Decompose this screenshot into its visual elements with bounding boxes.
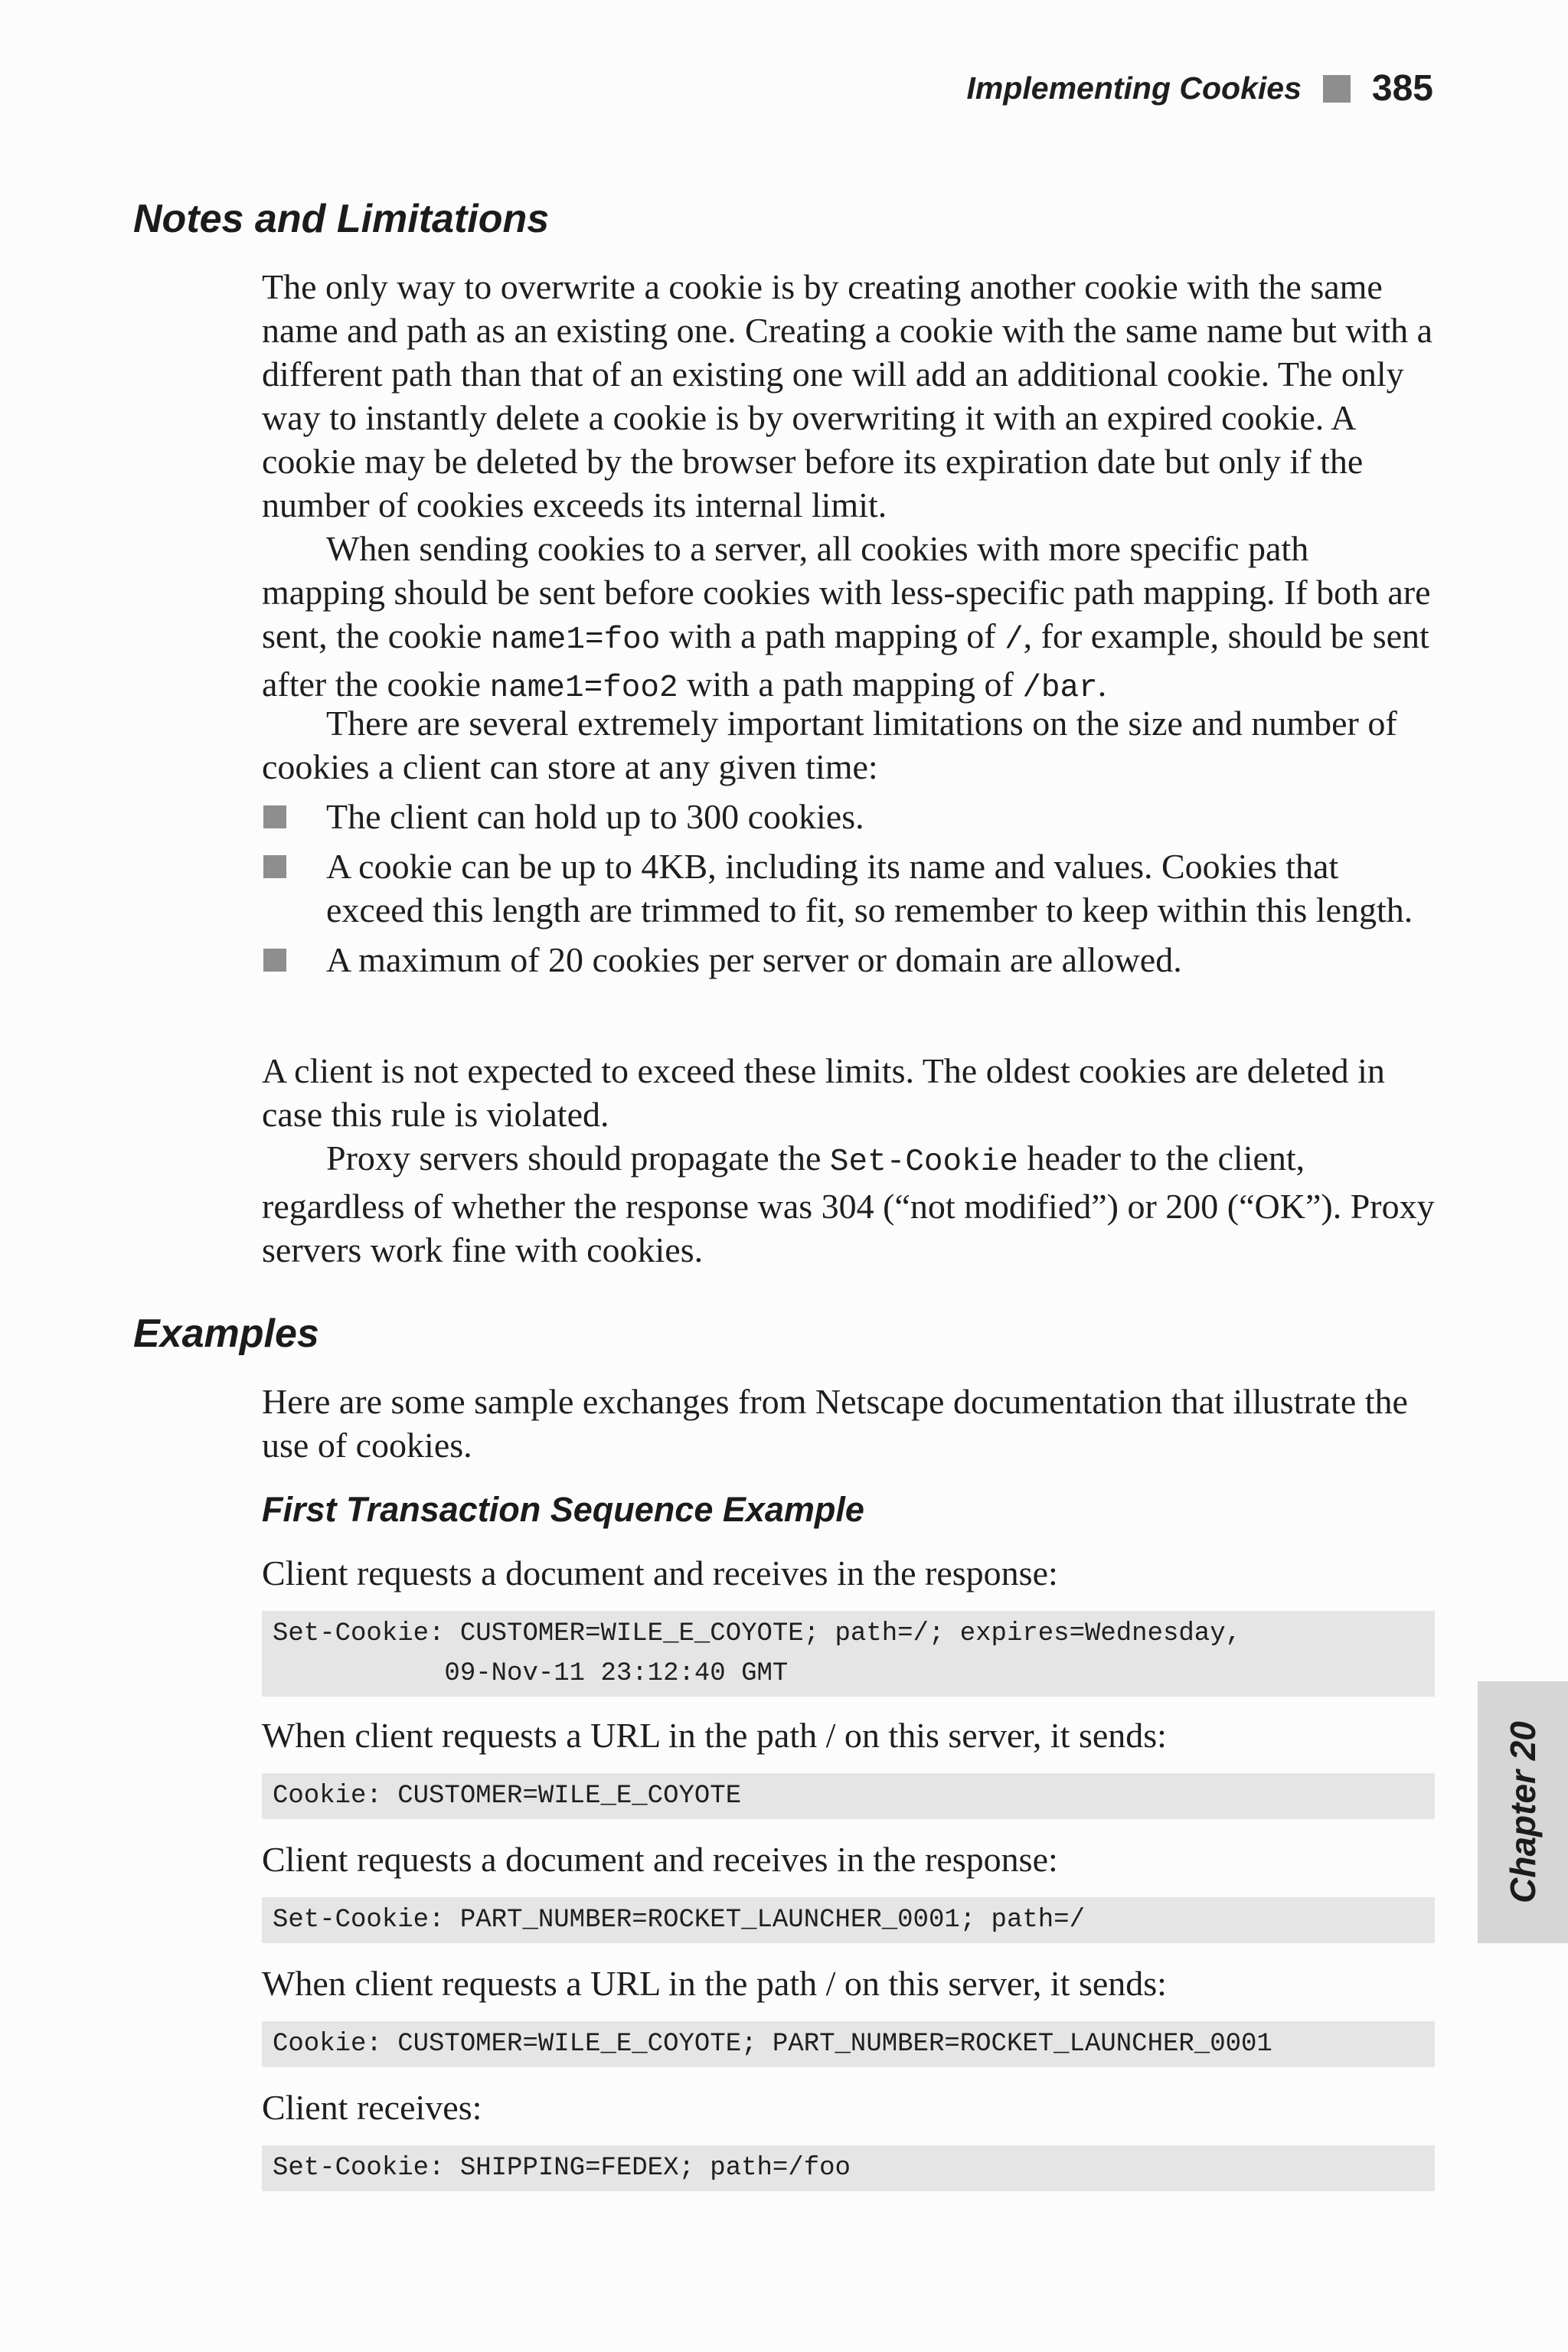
code-line: Cookie: CUSTOMER=WILE_E_COYOTE; PART_NUMBER=ROCKET_LAUNCHER_0001 <box>273 2030 1272 2059</box>
section-heading-examples: Examples <box>133 1312 319 1356</box>
inline-code: name1=foo2 <box>489 671 678 706</box>
code-line: Cookie: CUSTOMER=WILE_E_COYOTE <box>273 1782 742 1811</box>
code-block <box>262 1897 1435 1943</box>
square-bullet-icon <box>263 855 286 878</box>
chapter-tab <box>1478 1681 1568 1943</box>
list-item: A cookie can be up to 4KB, including its name and values. Cookies that exceed this length are trimmed to fit, so remember to keep within this length. <box>262 844 1439 932</box>
bullet-list <box>262 795 1439 988</box>
code-line: 09-Nov-11 23:12:40 GMT <box>273 1659 789 1688</box>
running-head <box>966 67 1433 109</box>
inline-code: / <box>1004 622 1024 658</box>
square-bullet-icon <box>1323 75 1351 103</box>
square-bullet-icon <box>263 949 286 972</box>
running-title: Implementing Cookies <box>966 70 1302 106</box>
chapter-label: Chapter 20 <box>1503 1721 1543 1903</box>
paragraph: There are several extremely important limitations on the size and number of cookies a client can store at any given time: <box>262 704 1397 786</box>
code-block <box>262 2021 1435 2067</box>
section-heading-notes: Notes and Limitations <box>133 197 550 241</box>
code-line: Set-Cookie: PART_NUMBER=ROCKET_LAUNCHER_0001; path=/ <box>273 1906 1085 1935</box>
code-block <box>262 2145 1435 2191</box>
example-step-text: Client requests a document and receives in the response: <box>262 1840 1058 1879</box>
code-block <box>262 1773 1435 1819</box>
list-item: The client can hold up to 300 cookies. <box>262 795 1439 838</box>
square-bullet-icon <box>263 805 286 828</box>
example-step-text: Client receives: <box>262 2088 482 2127</box>
code-line: Set-Cookie: CUSTOMER=WILE_E_COYOTE; path=/; expires=Wednesday, <box>273 1619 1242 1648</box>
paragraph: Here are some sample exchanges from Netscape documentation that illustrate the use of cookies. <box>262 1382 1408 1465</box>
inline-code: Set-Cookie <box>829 1145 1018 1180</box>
inline-code: /bar <box>1022 671 1098 706</box>
page-number: 385 <box>1371 68 1433 109</box>
subsection-heading: First Transaction Sequence Example <box>262 1490 864 1529</box>
paragraph: The only way to overwrite a cookie is by creating another cookie with the same name and path as an existing one. Creating a cookie with the same name but with a different path than that of an existing one will add an additional cookie. The only way to instantly delete a cookie is by overwriting it with an expired cookie. A cookie may be deleted by the browser before its expiration date but only if the number of cookies exceeds its internal limit. <box>262 267 1433 524</box>
inline-code: name1=foo <box>490 622 661 658</box>
example-step-text: Client requests a document and receives in the response: <box>262 1553 1058 1592</box>
paragraph: A client is not expected to exceed these limits. The oldest cookies are deleted in case this rule is violated. <box>262 1051 1385 1134</box>
code-block <box>262 1611 1435 1697</box>
example-step-text: When client requests a URL in the path / on this server, it sends: <box>262 1964 1167 2003</box>
list-item: A maximum of 20 cookies per server or domain are allowed. <box>262 938 1439 982</box>
paragraph: Proxy servers should propagate the Set-Cookie header to the client, regardless of whether the response was 304 (“not modified”) or 200 (“OK”). Proxy servers work fine with cookies. <box>262 1138 1435 1269</box>
paragraph: When sending cookies to a server, all cookies with more specific path mapping should be sent before cookies with less-specific path mapping. If both are sent, the cookie name1=foo with a path mapping of /, for example, should be sent after the cookie name1=foo2 with a path mapping of /bar. <box>262 529 1431 706</box>
code-line: Set-Cookie: SHIPPING=FEDEX; path=/foo <box>273 2154 851 2183</box>
example-step-text: When client requests a URL in the path / on this server, it sends: <box>262 1716 1167 1755</box>
